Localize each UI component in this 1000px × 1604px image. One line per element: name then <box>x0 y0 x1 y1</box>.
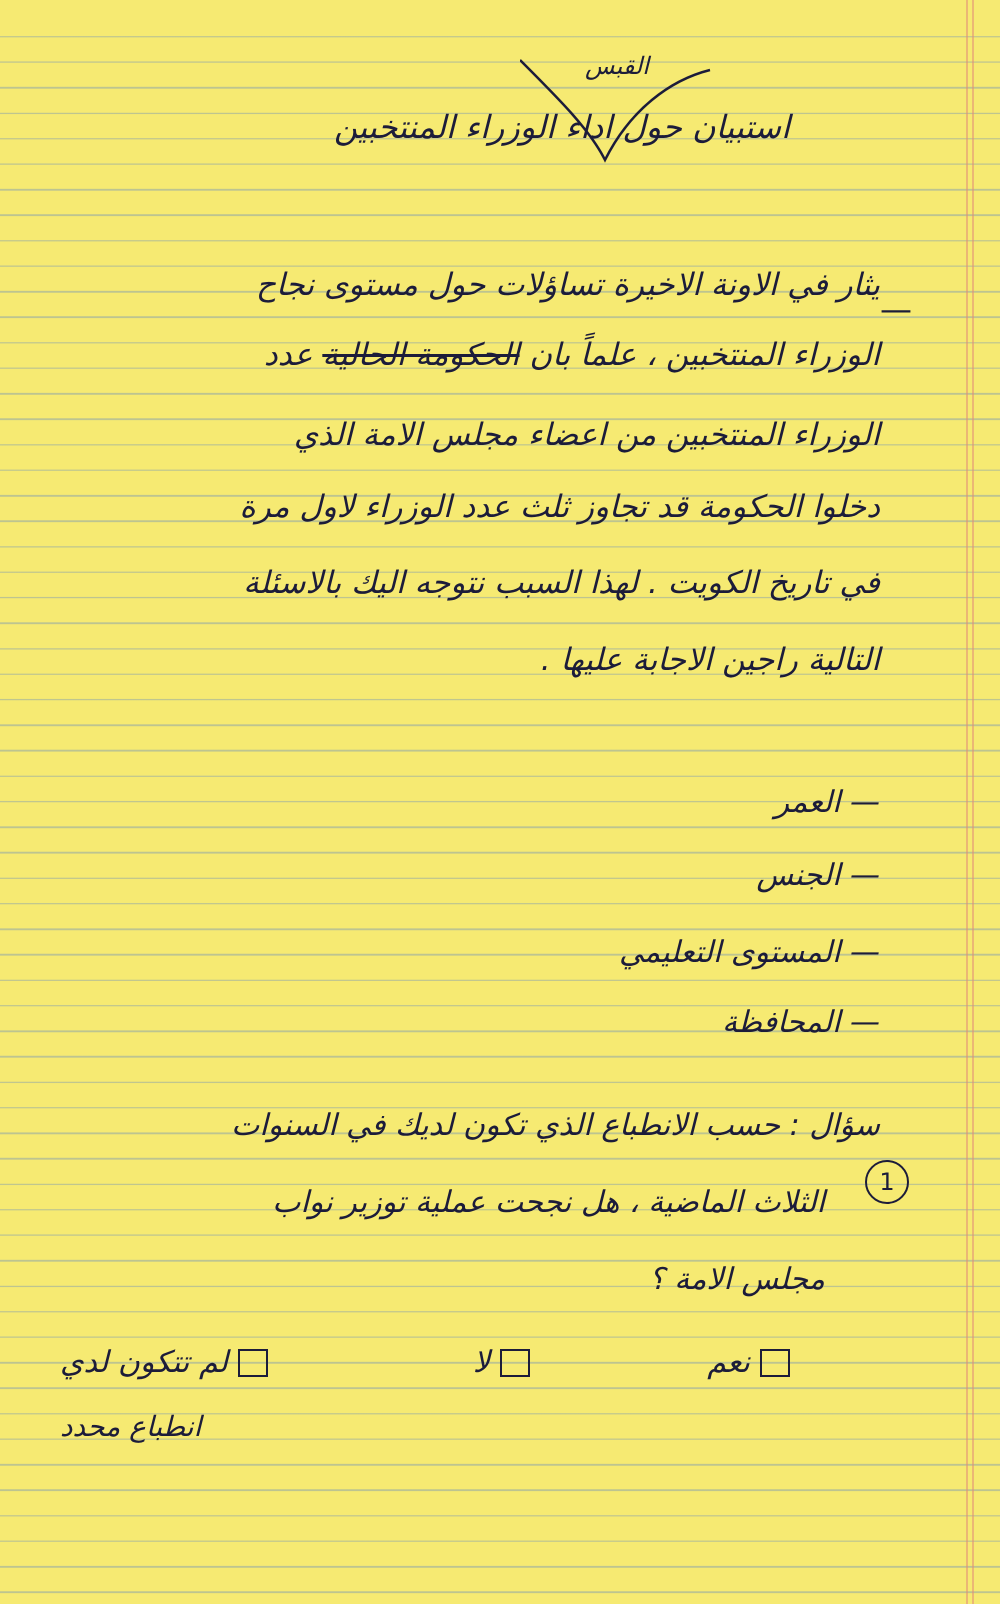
intro-line: الوزراء المنتخبين من اعضاء مجلس الامة الذي <box>293 417 880 453</box>
question-line: سؤال : حسب الانطباع الذي تكون لديك في السنوات <box>231 1108 880 1143</box>
demographic-gender: — الجنس <box>756 858 880 893</box>
intro-line: التالية راجين الاجابة عليها . <box>540 642 880 678</box>
demographic-governorate: — المحافظة <box>722 1005 880 1040</box>
intro-line: الوزراء المنتخبين ، علماً بان الحكومة الحالية عدد <box>263 337 880 373</box>
intro-line: دخلوا الحكومة قد تجاوز ثلث عدد الوزراء لاول مرة <box>239 489 880 525</box>
checkbox[interactable] <box>500 1349 530 1377</box>
title-insertion: القبس <box>585 52 649 80</box>
intro-line: يثار في الاونة الاخيرة تساؤلات حول مستوى نجاح <box>256 267 880 303</box>
question-number: 1 <box>865 1160 909 1204</box>
demographic-age: — العمر <box>774 785 880 820</box>
question-line: مجلس الامة ؟ <box>648 1262 825 1297</box>
intro-line: في تاريخ الكويت . لهذا السبب نتوجه اليك بالاسئلة <box>243 565 880 601</box>
checkbox[interactable] <box>760 1349 790 1377</box>
margin-line <box>972 0 974 1604</box>
option-no-opinion-line2: انطباع محدد <box>60 1410 202 1443</box>
page-title: استبيان حول اداء الوزراء المنتخبين <box>333 108 790 146</box>
option-no-opinion[interactable]: لم تتكون لدي <box>60 1345 268 1380</box>
demographic-education: — المستوى التعليمي <box>618 935 880 970</box>
question-line: الثلاث الماضية ، هل نجحت عملية توزير نواب <box>272 1185 825 1220</box>
bullet-dash: — <box>880 290 912 328</box>
checkbox[interactable] <box>238 1349 268 1377</box>
struck-text: الحكومة الحالية <box>322 337 520 373</box>
margin-line <box>966 0 968 1604</box>
option-no[interactable]: لا <box>473 1345 530 1380</box>
option-yes[interactable]: نعم <box>707 1345 790 1380</box>
